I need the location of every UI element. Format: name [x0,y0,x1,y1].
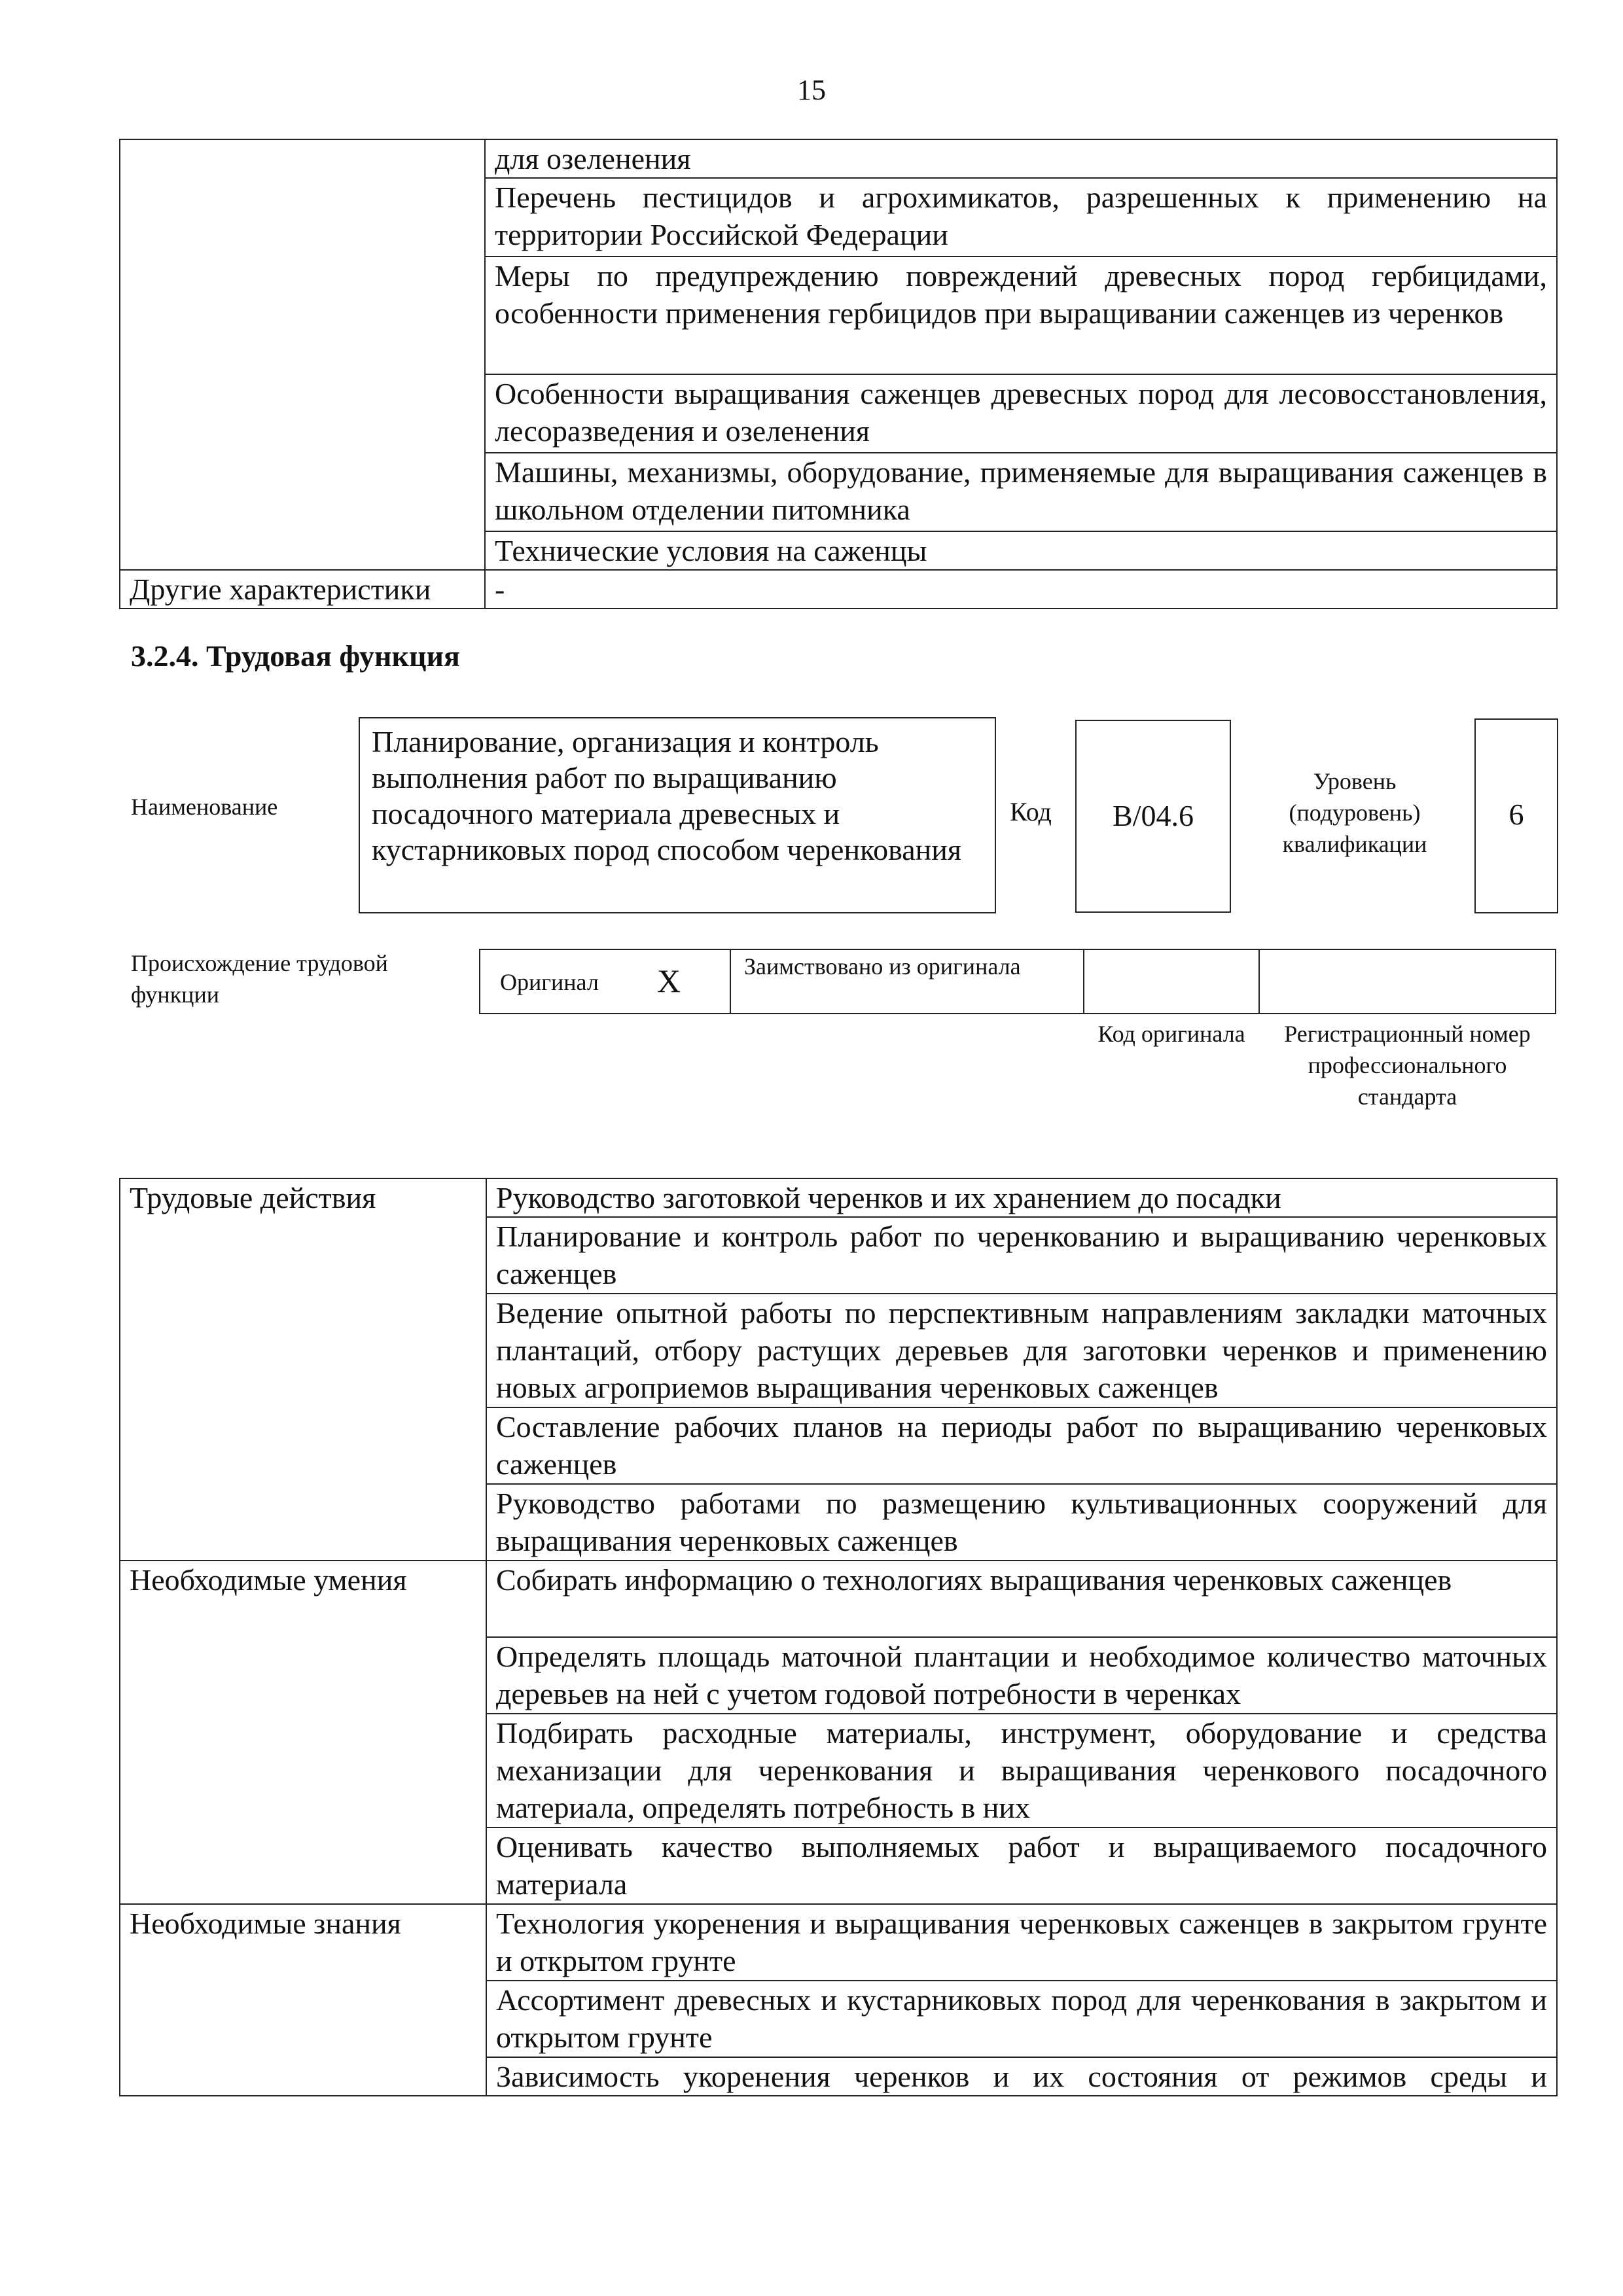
knowledge-item: Технические условия на саженцы [485,531,1557,570]
required-knowledge-label: Необходимые знания [120,1904,486,2096]
knowledge-item: Перечень пестицидов и агрохимикатов, разрешенных к применению на территории Российской Федерации [485,178,1557,256]
skill-item: Оценивать качество выполняемых работ и выращиваемого посадочного материала [486,1828,1557,1904]
required-skills-label: Необходимые умения [120,1561,486,1904]
labor-action-item: Руководство работами по размещению культивационных сооружений для выращивания черенковых саженцев [486,1484,1557,1561]
registration-number-cell [1258,949,1556,1014]
borrowed-cell: Заимствовано из оригинала [730,949,1084,1014]
level-label: Уровень (подуровень) квалификации [1282,768,1427,857]
knowledge-item: Меры по предупреждению повреждений древесных пород гербицидами, особенности применения гербицидов при выращивании саженцев из черенков [485,256,1557,374]
labor-action-item: Ведение опытной работы по перспективным направлениям закладки маточных плантаций, отбору растущих деревьев для заготовки черенков и применению новых агроприемов выращивания черенковых саженцев [486,1294,1557,1407]
origin-label: Происхождение трудовой функции [131,950,388,1008]
labor-actions-label: Трудовые действия [120,1178,486,1561]
knowledge-continuation-table [119,139,1558,609]
knowledge-item: Технология укоренения и выращивания черенковых саженцев в закрытом грунте и открытом грунте [486,1904,1557,1981]
labor-action-item: Руководство заготовкой черенков и их хранением до посадки [486,1178,1557,1217]
original-code-cell [1083,949,1260,1014]
labor-action-item: Составление рабочих планов на периоды работ по выращиванию черенковых саженцев [486,1407,1557,1484]
knowledge-item: Ассортимент древесных и кустарниковых пород для черенкования в закрытом и открытом грунте [486,1981,1557,2057]
skill-item: Определять площадь маточной плантации и необходимое количество маточных деревьев на ней с учетом годовой потребности в черенках [486,1637,1557,1714]
empty-label-cell [120,139,485,570]
code-label: Код [1010,797,1052,826]
labor-action-item: Планирование и контроль работ по черенкованию и выращиванию черенковых саженцев [486,1217,1557,1294]
page-number: 15 [797,74,826,106]
knowledge-item: Особенности выращивания саженцев древесных пород для лесовосстановления, лесоразведения и озеленения [485,374,1557,453]
original-mark: X [657,963,681,999]
other-characteristics-label: Другие характеристики [120,570,485,609]
section-heading: 3.2.4. Трудовая функция [131,639,460,673]
function-code-box: B/04.6 [1075,720,1231,913]
name-label: Наименование [131,794,278,820]
original-label: Оригинал [500,969,599,995]
other-characteristics-value: - [485,570,1557,609]
original-cell [479,949,731,1014]
original-code-caption: Код оригинала [1097,1021,1245,1047]
knowledge-item: Машины, механизмы, оборудование, применяемые для выращивания саженцев в школьном отделении питомника [485,453,1557,531]
skill-item: Подбирать расходные материалы, инструмент, оборудование и средства механизации для черенкования и выращивания черенкового посадочного материала, определять потребность в них [486,1714,1557,1828]
knowledge-item: для озеленения [485,139,1557,178]
function-details-table [119,1178,1558,2096]
knowledge-item: Зависимость укоренения черенков и их состояния от режимов среды и [486,2057,1557,2096]
function-name-box: Планирование, организация и контроль выполнения работ по выращиванию посадочного материала древесных и кустарниковых пород способом черенкования [359,717,996,913]
skill-item: Собирать информацию о технологиях выращивания черенковых саженцев [486,1561,1557,1637]
registration-number-caption: Регистрационный номер профессионального стандарта [1284,1021,1531,1110]
function-level-box: 6 [1474,718,1558,913]
